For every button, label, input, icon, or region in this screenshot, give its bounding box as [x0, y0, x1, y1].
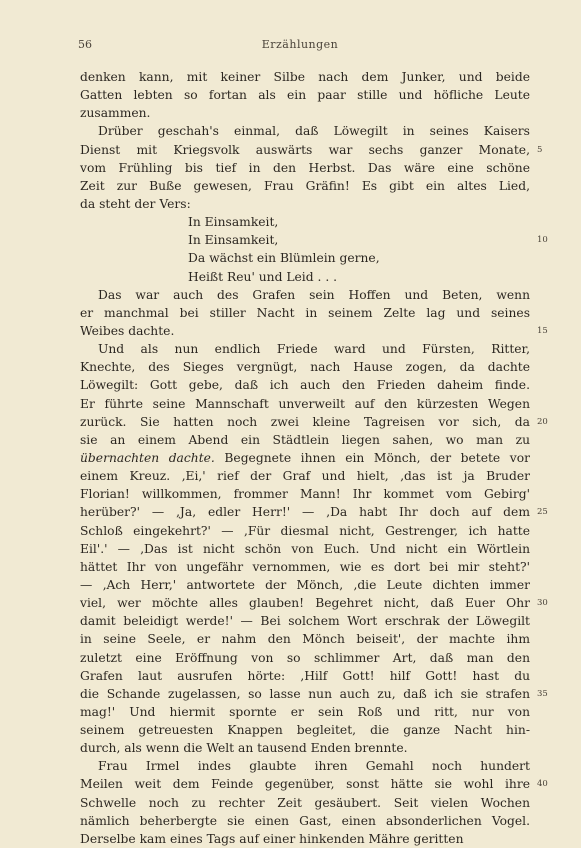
text-line: Knechte, des Sieges vergnügt, nach Hause zogen, da dachte: [80, 360, 530, 375]
text-line: viel, wer möchte alles glauben! Begehret nicht, daß Euer Ohr 30: [80, 594, 530, 612]
text-line: Florian! willkommen, frommer Mann! Ihr kommet vom Gebirg': [80, 487, 530, 502]
line-number: 10: [537, 235, 548, 246]
text-line: zuletzt eine Eröffnung von so schlimmer Art, daß man den: [80, 650, 530, 665]
text-line: Grafen laut ausrufen hörte: ‚Hilf Gott! hilf Gott! hast du: [80, 668, 530, 683]
text-line: Löwegilt: Gott gebe, daß ich auch den Frieden daheim finde.: [80, 378, 530, 393]
text-line: Und als nun endlich Friede ward und Fürsten, Ritter,: [98, 342, 530, 357]
text-line: In Einsamkeit,: [188, 215, 279, 230]
page-header: [78, 38, 522, 54]
text-line: Drüber geschah's einmal, daß Löwegilt in seines Kaisers: [98, 124, 530, 139]
text-line: hättet Ihr von ungefähr vernommen, wie es dort bei mir steht?': [80, 559, 530, 574]
text-line: mag!' Und hiermit spornte er sein Roß und ritt, nur von: [80, 704, 530, 719]
text-line: Zeit zur Buße gewesen, Frau Gräfin! Es gibt ein altes Lied,: [80, 178, 530, 193]
line-number: 40: [537, 779, 548, 790]
body-text: [80, 68, 548, 848]
text-line: denken kann, mit keiner Silbe nach dem Junker, und beide: [80, 70, 530, 84]
text-line: Weibes dachte. 15: [80, 322, 530, 340]
text-line: Da wächst ein Blümlein gerne,: [188, 251, 380, 266]
line-number: 5: [537, 144, 543, 155]
text-line: Meilen weit dem Feinde gegenüber, sonst hätte sie wohl ihre 40: [80, 775, 530, 793]
text-line: Heißt Reu' und Leid . . .: [188, 269, 338, 284]
line-number: 25: [537, 507, 548, 518]
text-line: In Einsamkeit, 10: [80, 231, 530, 249]
text-line: durch, als wenn die Welt an tausend Enden brennte.: [80, 741, 408, 756]
text-line: da steht der Vers:: [80, 196, 191, 211]
text-line: — ‚Ach Herr,' antwortete der Mönch, ‚die Leute dichten immer: [80, 577, 530, 592]
running-title: Erzählungen: [261, 38, 339, 51]
text-line: Derselbe kam eines Tags auf einer hinkenden Mähre geritten: [80, 831, 464, 846]
text-line: übernachten dachte. Begegnete ihnen ein Mönch, der betete vor: [80, 450, 530, 465]
line-number: 35: [537, 688, 548, 699]
text-line: Schloß eingekehrt?' — ‚Für diesmal nicht, Gestrenger, ich hatte: [80, 523, 530, 538]
text-line: damit beleidigt werde!' — Bei solchem Wort erschrak der Löwegilt: [80, 614, 530, 629]
text-line: zusammen.: [80, 106, 151, 121]
text-line: Eil'.' — ‚Das ist nicht schön von Euch. Und nicht ein Wörtlein: [80, 541, 530, 556]
text-line: Er führte seine Mannschaft unverweilt auf den kürzesten Wegen: [80, 396, 530, 411]
text-line: zurück. Sie hatten noch zwei kleine Tagreisen vor sich, da 20: [80, 413, 530, 431]
line-number: 20: [537, 416, 548, 427]
text-line: vom Frühling bis tief in den Herbst. Das wäre eine schöne: [80, 160, 530, 175]
text-line: in seine Seele, er nahm den Mönch beiseit', der machte ihm: [80, 632, 530, 647]
line-number: 15: [537, 325, 548, 336]
text-line: seinem getreuesten Knappen begleitet, die ganze Nacht hin-: [80, 723, 530, 738]
text-line: nämlich beherbergte sie einen Gast, einen absonderlichen Vogel.: [80, 813, 530, 828]
text-line: herüber?' — ‚Ja, edler Herr!' — ‚Da habt Ihr doch auf dem 25: [80, 503, 530, 521]
text-line: Das war auch des Grafen sein Hoffen und Beten, wenn: [98, 287, 530, 302]
page-number: 56: [78, 38, 92, 51]
text-line: Dienst mit Kriegsvolk auswärts war sechs ganzer Monate, 5: [80, 141, 530, 159]
text-line: Frau Irmel indes glaubte ihren Gemahl noch hundert: [98, 759, 530, 774]
line-number: 30: [537, 598, 548, 609]
text-line: sie an einem Abend ein Städtlein liegen sahen, wo man zu: [80, 432, 530, 447]
text-line: die Schande zugelassen, so lasse nun auch zu, daß ich sie strafen 35: [80, 685, 530, 703]
text-line: einem Kreuz. ‚Ei,' rief der Graf und hielt, ‚das ist ja Bruder: [80, 469, 530, 484]
text-line: er manchmal bei stiller Nacht in seinem Zelte lag und seines: [80, 305, 530, 320]
text-line: Gatten lebten so fortan als ein paar stille und höfliche Leute: [80, 88, 530, 103]
text-line: Schwelle noch zu rechter Zeit gesäubert. Seit vielen Wochen: [80, 795, 530, 810]
